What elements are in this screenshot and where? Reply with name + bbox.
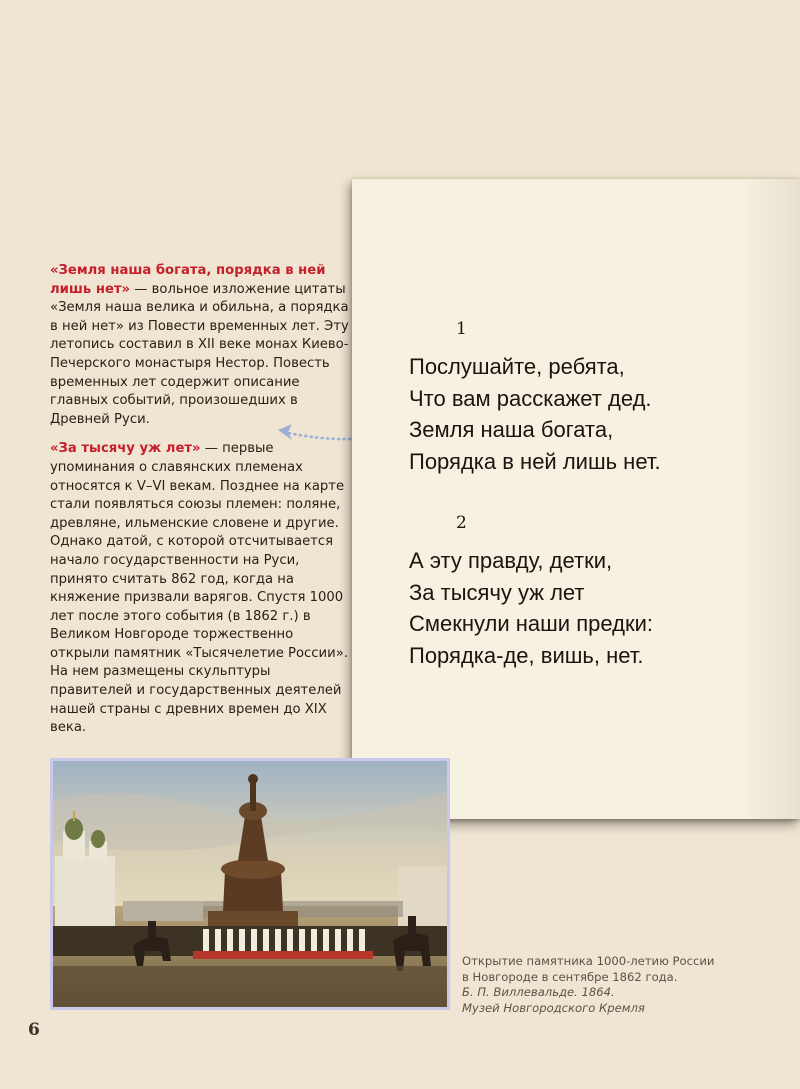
stanza-number-1: 1 <box>456 319 467 339</box>
verse-line: Земля наша богата, <box>409 417 614 442</box>
painting-caption <box>462 954 762 1016</box>
book-page <box>352 178 800 819</box>
stanza-1 <box>409 351 789 477</box>
verse-line: Что вам расскажет дед. <box>409 385 652 411</box>
verse-line: Порядка в ней лишь нет. <box>409 448 661 474</box>
stanza-2 <box>409 545 789 671</box>
verse-line: Послушайте, ребята, <box>409 354 625 379</box>
note-paragraph-1 <box>50 262 355 429</box>
verse-line: За тысячу уж лет <box>409 579 585 605</box>
caption-author: Б. П. Виллевальде. 1864. <box>462 985 615 1000</box>
painting-image <box>50 758 450 1010</box>
verse-line: Порядка-де, вишь, нет. <box>409 642 644 668</box>
verse-line: Смекнули наши предки: <box>409 611 653 636</box>
commentary-column <box>50 262 355 749</box>
note-term-1: «Земля наша богата, порядка в ней лишь нет» <box>50 263 326 297</box>
note-term-2: «За тысячу уж лет» <box>50 441 201 457</box>
note-paragraph-2 <box>50 440 355 738</box>
caption-museum: Музей Новгородского Кремля <box>462 1000 645 1015</box>
caption-line-2: в Новгороде в сентябре 1862 года. <box>462 969 678 984</box>
note-text-2: — первые упоминания о славянских племенах относятся к V–VI векам. Позднее на карте стали появляться союзы племен: поляне, древляне, ильменские словене и другие. Однако датой, с которой отсчитывается начало государственности на Руси, принято считать 862 год, когда на княжение призвали варягов. Спустя 1000 лет после этого события (в 1862 г.) в Великом Новгороде торжественно открыли памятник «Тысячелетие России». На нем размещены скульптуры правителей и государственных деятелей нашей страны с древних времен до XIX века. <box>50 441 348 736</box>
note-text-1: — вольное изложение цитаты «Земля наша велика и обильна, а порядка в ней нет» из Повести временных лет. Эту летопись составил в XII веке монах Киево-Печерского монастыря Нестор. Повесть временных лет содержит описание главных событий, произошедших в Древней Руси. <box>50 281 349 427</box>
stanza-number-2: 2 <box>456 513 467 533</box>
caption-line-1: Открытие памятника 1000-летию России <box>462 954 715 968</box>
page-number: 6 <box>28 1020 40 1040</box>
verse-line: А эту правду, детки, <box>409 548 613 573</box>
